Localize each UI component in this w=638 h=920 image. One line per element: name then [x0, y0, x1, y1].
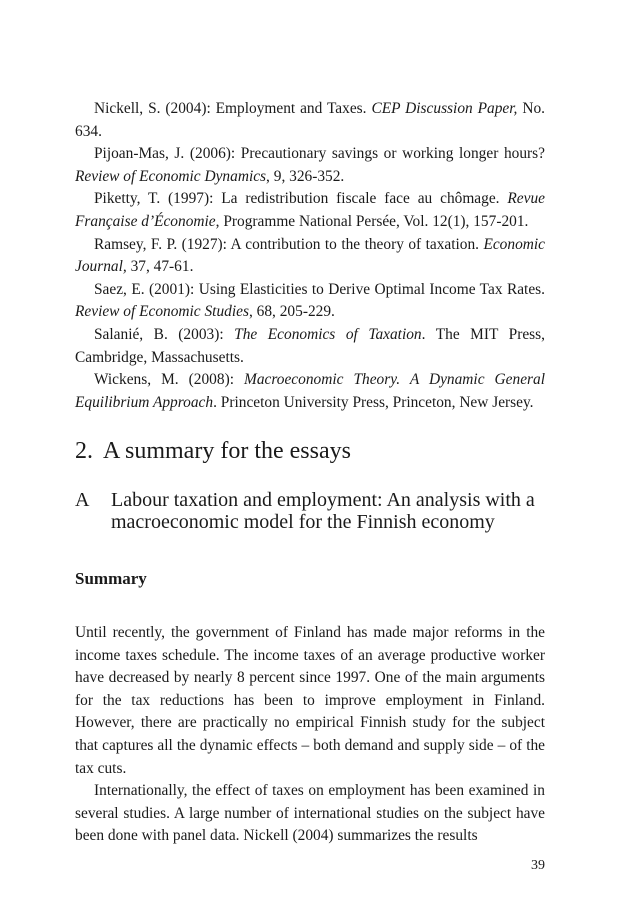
- reference-item: Nickell, S. (2004): Employment and Taxes. CEP Discussion Paper, No. 634.: [75, 100, 545, 140]
- essay-title: Labour taxation and employment: An analysis with a macroeconomic model for the Finnish economy: [111, 489, 535, 533]
- paragraph: Until recently, the government of Finland has made major reforms in the income taxes schedule. The income taxes of an average productive worker have decreased by nearly 8 percent since 1997. One of the main arguments for the tax reductions has been to improve employment in Finland. However, there are practically no empirical Finnish study for the subject that captures all the dynamic effects – both demand and supply side – of the tax cuts.: [75, 624, 545, 777]
- section-heading: [75, 436, 351, 466]
- paragraph: Internationally, the effect of taxes on employment has been examined in several studies. A large number of international studies on the subject have been done with panel data. Nickell (2004) summarizes the results: [75, 782, 545, 845]
- section-title: A summary for the essays: [103, 438, 351, 464]
- summary-heading: Summary: [75, 569, 147, 588]
- reference-list: [75, 98, 545, 414]
- section-number: 2.: [75, 438, 93, 464]
- reference-item: Salanié, B. (2003): The Economics of Taxation. The MIT Press, Cambridge, Massachusetts.: [75, 325, 545, 366]
- reference-item: Saez, E. (2001): Using Elasticities to Derive Optimal Income Tax Rates. Review of Economic Studies, 68, 205-229.: [75, 280, 545, 321]
- essay-heading: [75, 489, 545, 533]
- body-text: [75, 622, 545, 848]
- essay-letter: A: [75, 489, 90, 511]
- reference-item: Wickens, M. (2008): Macroeconomic Theory. A Dynamic General Equilibrium Approach. Princeton University Press, Princeton, New Jersey.: [75, 371, 545, 411]
- reference-item: Piketty, T. (1997): La redistribution fiscale face au chômage. Revue Française d’Économie, Programme National Persée, Vol. 12(1), 157-201.: [75, 190, 545, 230]
- page-number: 39: [531, 858, 545, 873]
- reference-item: Pijoan-Mas, J. (2006): Precautionary savings or working longer hours? Review of Economic Dynamics, 9, 326-352.: [75, 145, 545, 185]
- reference-item: Ramsey, F. P. (1927): A contribution to the theory of taxation. Economic Journal, 37, 47-61.: [75, 235, 545, 276]
